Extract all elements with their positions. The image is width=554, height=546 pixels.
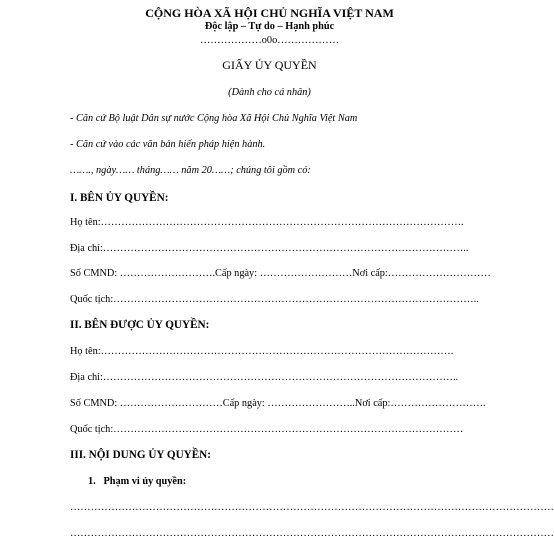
agent-name-field: Họ tên:…………………………………………………………………………………………. bbox=[70, 346, 454, 357]
legal-basis-1: - Căn cứ Bộ luật Dân sự nước Cộng hòa Xã Hội Chủ Nghĩa Việt Nam bbox=[70, 113, 358, 124]
section-3-heading: III. NỘI DUNG ỦY QUYỀN: bbox=[70, 449, 211, 461]
scope-blank-line-2: …………………………………………………………………………………………………………………………… bbox=[70, 528, 554, 539]
document-title: GIẤY ỦY QUYỀN bbox=[222, 58, 317, 72]
legal-basis-2: - Căn cứ vào các văn bản hiến pháp hiện hành. bbox=[70, 139, 266, 150]
principal-address-field: Địa chỉ:…………………………………………………………………………………………….. bbox=[70, 243, 469, 254]
scope-item: 1. Phạm vi ủy quyền: bbox=[88, 476, 187, 487]
agent-address-field: Địa chỉ:………………………………………………………………………………………….. bbox=[70, 372, 459, 383]
scope-blank-line-1: …………………………………………………………………………………………………………………………… bbox=[70, 502, 554, 513]
document-subtitle: (Dành cho cá nhân) bbox=[228, 87, 311, 98]
section-2-heading: II. BÊN ĐƯỢC ỦY QUYỀN: bbox=[70, 319, 210, 331]
motto: Độc lập – Tự do – Hạnh phúc bbox=[204, 21, 335, 32]
principal-name-field: Họ tên:……………………………………………………………………………………………. bbox=[70, 217, 464, 228]
section-1-heading: I. BÊN ỦY QUYỀN: bbox=[70, 192, 169, 204]
date-line: ……., ngày…… tháng…… năm 20……; chúng tôi gồm có: bbox=[70, 165, 311, 176]
agent-nationality-field: Quốc tịch:………………………………………………………………………………………… bbox=[70, 424, 464, 435]
nation-header: CỘNG HÒA XÃ HỘI CHỦ NGHĨA VIỆT NAM bbox=[145, 6, 394, 20]
principal-nationality-field: Quốc tịch:…………………………………………………………………………………………….. bbox=[70, 294, 479, 305]
header-separator: ………………o0o……………… bbox=[199, 35, 339, 46]
principal-id-field: Số CMND: ……………………….Cấp ngày: ………………………Nơi cấp:………………………… bbox=[70, 268, 491, 279]
agent-id-field: Số CMND: …………………………Cấp ngày: ……………………..Nơi cấp:………………………. bbox=[70, 398, 486, 409]
